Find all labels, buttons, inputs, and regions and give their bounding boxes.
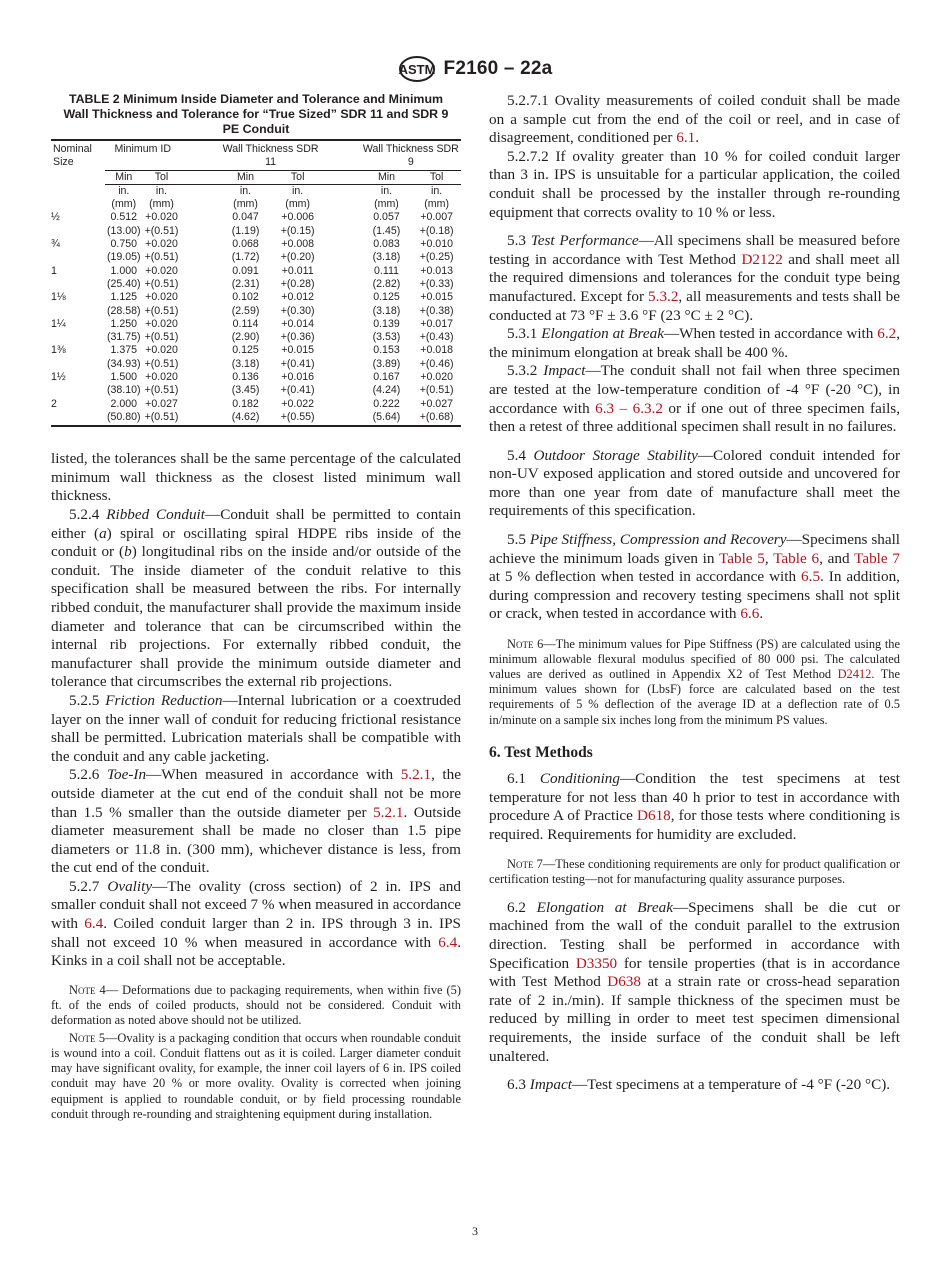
link-d638[interactable]: D638 [607,973,641,991]
table-cell [51,358,105,371]
table-cell: (3.45) [231,384,260,397]
link-d618[interactable]: D618 [637,807,671,825]
table-cell: ¾ [51,238,60,251]
table-cell: +0.020 [145,371,178,384]
table-cell: 0.068 [232,238,259,251]
section-6-heading: 6. Test Methods [489,743,593,761]
table-cell: 1¼ [51,317,66,330]
left-column [51,92,461,1122]
table-cell: 0.125 [232,344,259,357]
table-cell: +0.014 [281,317,314,330]
table-cell: +0.006 [281,211,314,224]
astm-logo-icon [398,54,436,84]
section-5-2-4: 5.2.4 Ribbed Conduit—Conduit shall be permitted to contain either (a) spiral or oscillating spiral HDPE ribs inside of the conduit or (b) longitudinal ribs on the inside and/or outside of the conduit. The inside diameter of the conduit relative to this specification shall be measured between the ribs. For internally ribbed conduit, the manufacturer shall provide the maximum inside diameter and tolerance that can be circumscribed within the internal rib projections. For externally ribbed conduit, the manufacturer shall provide the minimum outside diameter and tolerance that circumscribes the external rib projections. [51,506,462,691]
table-row [51,318,461,331]
table-cell: (2.90) [231,331,260,344]
table-cell: 1.250 [110,317,138,330]
table-cell: 0.111 [374,264,399,277]
table-cell: +(0.18) [419,224,454,237]
table-cell: 1.000 [110,264,138,277]
table-cell: 0.222 [373,397,400,410]
link-5-3-2[interactable]: 5.3.2 [648,287,679,305]
table-cell: +0.017 [420,317,453,330]
table-cell: (13.00) [107,224,141,237]
table-cell: +(0.43) [419,331,454,344]
table-cell [51,411,105,426]
section-5-4: 5.4 Outdoor Storage Stability—Colored conduit intended for non-UV exposed application and stored outside and uncovered for more than one year from date of manufacture shall meet the requirements of this specification. [489,446,900,520]
col-wall-sdr9: Wall Thickness SDR 9 [323,140,461,170]
unit-mm: (mm) [111,198,137,211]
table-cell: +(0.38) [419,304,454,317]
page-number: 3 [472,1224,478,1238]
table-cell: +(0.68) [412,411,461,426]
document-header [0,54,950,84]
note-6: Note 6—The minimum values for Pipe Stiffness (PS) are calculated using the minimum allowable flexural modulus specified of 80 000 psi. The calculated values are derived as outlined in Appendix X2 of Test Method D2412. The minimum values shown for (LbsF) force are calculated based on the test requirements of 5 % deflection of the average ID at a deflection rate of 0.5 in/minute on a sample six inches long from the minimum PS values. [489,637,900,727]
table-cell: +0.027 [420,397,453,410]
table-row [51,384,461,397]
unit-mm: (mm) [149,198,174,211]
table-cell: (4.62) [180,411,272,426]
table-cell: +0.007 [420,211,453,224]
link-6-1[interactable]: 6.1 [676,129,696,147]
table-cell: (38.10) [107,384,141,397]
table-row [51,251,461,264]
table-cell: 2 [51,397,57,410]
section-6-3: 6.3 Impact—Test specimens at a temperature of -4 °F (-20 °C). [507,1076,891,1094]
link-d2412[interactable]: D2412 [837,667,872,682]
table-cell: +(0.51) [144,384,179,397]
table-cell: +(0.51) [419,384,454,397]
table-cell: 1½ [51,371,66,384]
table-title: TABLE 2 Minimum Inside Diameter and Tolerance and Minimum Wall Thickness and Tolerance for “True Sized” SDR 11 and SDR 9 PE Conduit [63,92,449,136]
table-cell: 0.114 [232,317,259,330]
table-cell: (34.93) [107,357,141,370]
table-cell: 1 [51,264,57,277]
table-row [51,265,461,278]
table-row [51,278,461,291]
table-cell: +(0.51) [144,331,179,344]
table-cell [51,225,105,238]
section-6-2: 6.2 Elongation at Break—Specimens shall be die cut or machined from the wall of the conduit parallel to the extrusion direction. Testing shall be performed in accordance with Specification D3350 for tensile properties (that is in accordance with Test Method D638 at a strain rate or cross-head separation rate of 2 in./min). If sample thickness of the specimen must be reduced by milling in order to meet test specimen dimensional requirements, the inside surface of the conduit shall be left unaltered. [489,898,900,1065]
table-cell: (19.05) [107,251,141,264]
table-cell: +0.018 [420,344,453,357]
table-cell: (2.82) [372,277,401,290]
link-6-6[interactable]: 6.6 [740,605,760,623]
table-cell: (31.75) [107,331,141,344]
table-cell: 1.375 [110,344,138,357]
table-cell: +(0.33) [419,277,454,290]
table-cell: (1.72) [231,251,260,264]
table-cell: +(0.25) [419,251,454,264]
table-cell: 0.182 [232,397,259,410]
subcol-tol: Tol [412,170,461,184]
unit-in: in. [292,184,304,197]
table-cell: +0.020 [145,211,178,224]
table-cell [51,278,105,291]
unit-mm: (mm) [285,198,311,211]
table-row [51,344,461,357]
table-cell: +0.012 [281,291,314,304]
section-5-3: 5.3 Test Performance—All specimens shall be measured before testing in accordance with Test Method D2122 and shall meet all the required dimensions and tolerances for the conduit type being manufactured. Except for 5.3.2, all measurements and tests shall be conducted at 73 °F ± 3.6 °F (23 °C ± 2 °C). [489,232,901,324]
table-row [51,238,461,251]
table-cell: 0.047 [232,211,259,224]
paragraph-continued: listed, the tolerances shall be the same percentage of the calculated minimum wall thickness as the closest listed minimum wall thickness. [51,450,461,505]
table-cell: +(0.55) [273,411,323,426]
table-row [51,331,461,344]
unit-in: in. [155,184,168,197]
link-d2122[interactable]: D2122 [741,250,783,268]
table-cell: +(0.51) [143,411,181,426]
table-cell: +0.013 [420,264,453,277]
table-cell: (3.18) [372,251,401,264]
table-cell: (4.24) [372,384,401,397]
table-cell: 1.125 [110,291,138,304]
table-row [51,411,461,426]
table-cell: (25.40) [107,277,141,290]
section-5-3-2: 5.3.2 Impact—The conduit shall not fail when three specimen are tested at the low-temperature condition of -4 °F (-20 °C), in accordance with 6.3 – 6.3.2 or if one out of three specimen fails, then a retest of three additional specimen shall result in no failures. [489,362,901,436]
conduit-dimensions-table [51,139,461,427]
table-cell: +(0.28) [280,277,315,290]
link-d3350[interactable]: D3350 [575,954,618,972]
table-cell [51,251,105,264]
table-cell: +0.022 [281,397,314,410]
unit-mm: (mm) [424,198,449,211]
section-5-2-5: 5.2.5 Friction Reduction—Internal lubrication or a coextruded layer on the inner wall of conduit for reducing frictional resistance shall be permitted. Lubrication materials shall be compatible with the conduit and any cable jacketing. [51,691,461,765]
unit-in: in. [118,184,130,197]
section-6-1: 6.1 Conditioning—Condition the test specimens at test temperature for not less than 40 h prior to test in accordance with procedure A of Practice D618, for those tests where conditioning is required. Requirements for humidity are excluded. [489,770,901,843]
table-cell: +(0.51) [144,224,179,237]
subcol-min: Min [105,170,143,184]
table-cell: +(0.20) [280,251,315,264]
table-cell: 0.139 [373,317,400,330]
table-cell: (3.18) [372,304,401,317]
section-5-3-1: 5.3.1 Elongation at Break—When tested in accordance with 6.2, the minimum elongation at break shall be 400 %. [489,325,901,361]
note-4: Note 4— Deformations due to packaging requirements, when within five (5) ft. of the ends of coiled products, should not be considered. Conduit with deformation as noted above should not be utilized. [51,982,461,1028]
table-cell: (28.58) [107,304,141,317]
table-cell: 0.057 [373,211,400,224]
table-cell: 1⅛ [51,291,66,304]
table-cell: +0.010 [420,238,453,251]
note-5: Note 5—Ovality is a packaging condition that occurs when roundable conduit is wound into a coil. Conduit flattens out as it is coiled. Larger diameter conduit may have significant ovality, for example, the inner coil layers of 6 in. IPS coiled conduit may have 20 % or more ovality. Ovality is corrected when joining equipment is applied to roundable conduit, or by field processing roundable conduit through re-rounding and straightening equipment during installation. [51,1031,461,1121]
svg-text:ASTM: ASTM [398,62,435,77]
link-6-3-to-6-3-2[interactable]: 6.3 – 6.3.2 [595,399,663,417]
table-cell: 2.000 [110,397,138,410]
table-row [51,291,461,304]
table-row [51,371,461,384]
table-cell: +0.020 [145,317,178,330]
table-cell: +(0.46) [419,357,454,370]
col-wall-sdr11: Wall Thickness SDR 11 [180,140,322,170]
unit-in: in. [380,184,393,197]
table-cell: +(0.51) [144,277,179,290]
section-5-5: 5.5 Pipe Stiffness, Compression and Recovery—Specimens shall achieve the minimum loads given in Table 5, Table 6, and Table 7 at 5 % deflection when tested in accordance with 6.5. In addition, during compression and recovery testing specimens shall not split or crack, when tested in accordance with 6.6. [489,531,901,623]
table-cell: +(0.30) [280,304,315,317]
section-5-2-7-1: 5.2.7.1 Ovality measurements of coiled conduit shall be made on a sample cut from the end of the coil or reel, and in case of disagreement, conditioned per 6.1. [489,92,900,147]
link-table-7[interactable]: Table 7 [854,549,901,567]
table-cell: +0.020 [145,264,178,277]
link-5-2-1[interactable]: 5.2.1 [400,766,432,784]
table-cell: +0.008 [281,238,314,251]
table-cell: +(0.51) [144,357,179,370]
subcol-min: Min [180,170,272,184]
table-cell: +0.020 [420,371,453,384]
table-row [51,305,461,318]
unit-in: in. [239,184,252,197]
table-cell [51,331,105,344]
table-cell: (1.19) [231,224,260,237]
table-cell [51,384,105,397]
table-cell: (50.80) [105,411,143,426]
link-6-5[interactable]: 6.5 [801,568,821,586]
document-code: F2160 – 22a [443,58,553,79]
table-row [51,225,461,238]
subcol-min: Min [323,170,413,184]
section-5-2-6: 5.2.6 Toe-In—When measured in accordance with 5.2.1, the outside diameter at the cut end of the conduit shall not be more than 1.5 % smaller than the outside diameter per 5.2.1. Outside diameter measurement shall be made no closer than 1.5 pipe diameters or 11.8 in. (300 mm), whichever distance is less, from the cut end of the conduit. [51,766,461,877]
table-cell: 0.102 [232,291,259,304]
table-cell: +0.011 [281,264,314,277]
table-cell: 1.500 [110,371,138,384]
table-cell: +0.020 [145,291,178,304]
table-cell: +(0.41) [280,357,315,370]
table-cell: (3.89) [372,357,401,370]
table-cell: 0.167 [373,371,400,384]
table-cell: ½ [51,211,60,224]
table-cell: +0.015 [420,291,453,304]
table-cell: 0.136 [232,371,259,384]
table-cell: +0.015 [281,344,314,357]
table-cell: +0.027 [145,397,178,410]
table-cell: +0.020 [145,344,178,357]
table-cell: 0.125 [373,291,400,304]
right-column [489,92,900,1095]
table-cell: (1.45) [372,224,401,237]
table-cell: +(0.51) [144,251,179,264]
table-cell: +0.020 [145,238,178,251]
table-cell: 0.091 [232,264,259,277]
table-row [51,398,461,411]
table-cell: (5.64) [323,411,413,426]
table-row [51,358,461,371]
subcol-tol: Tol [143,170,181,184]
link-table-6[interactable]: Table 6 [773,549,820,567]
note-7: Note 7—These conditioning requirements are only for product qualification or certification testing—not for manufacturing quality assurance purposes. [489,856,900,886]
table-cell: 0.512 [110,211,138,224]
table-cell: 0.153 [373,344,400,357]
table-cell: (3.18) [231,357,260,370]
table-cell [51,305,105,318]
subcol-tol: Tol [273,170,323,184]
link-table-5[interactable]: Table 5 [719,549,765,567]
link-6-2[interactable]: 6.2 [877,325,897,343]
link-6-4[interactable]: 6.4 [438,933,458,951]
unit-mm: (mm) [374,198,399,211]
table-cell: +(0.51) [144,304,179,317]
link-5-2-1[interactable]: 5.2.1 [373,803,404,821]
unit-mm: (mm) [233,198,258,211]
table-cell: +(0.41) [280,384,315,397]
section-5-2-7-2: 5.2.7.2 If ovality greater than 10 % for coiled conduit larger than 3 in. IPS is unsuitable for a particular application, the coiled conduit shall be processed by the installer through re-rounding equipment that corrects ovality to 10 % or less. [489,147,900,221]
link-6-4[interactable]: 6.4 [84,915,104,933]
unit-in: in. [431,184,443,197]
table-cell: 0.750 [110,238,138,251]
table-cell: 0.083 [373,238,400,251]
col-minimum-id: Minimum ID [105,140,180,170]
table-row [51,211,461,224]
col-nominal-size: Nominal Size [51,140,105,170]
table-cell: +0.016 [281,371,314,384]
table-cell: 1⅜ [51,344,66,357]
table-cell: (2.31) [231,277,260,290]
section-5-2-7: 5.2.7 Ovality—The ovality (cross section) of 2 in. IPS and smaller conduit shall not exceed 7 % when measured in accordance with 6.4. Coiled conduit larger than 2 in. IPS through 3 in. IPS shall not exceed 10 % when measured in accordance with 6.4. Kinks in a coil shall not be acceptable. [51,877,461,970]
table-cell: (3.53) [372,331,401,344]
table-cell: +(0.15) [280,224,315,237]
table-cell: +(0.36) [280,331,315,344]
table-cell: (2.59) [231,304,260,317]
